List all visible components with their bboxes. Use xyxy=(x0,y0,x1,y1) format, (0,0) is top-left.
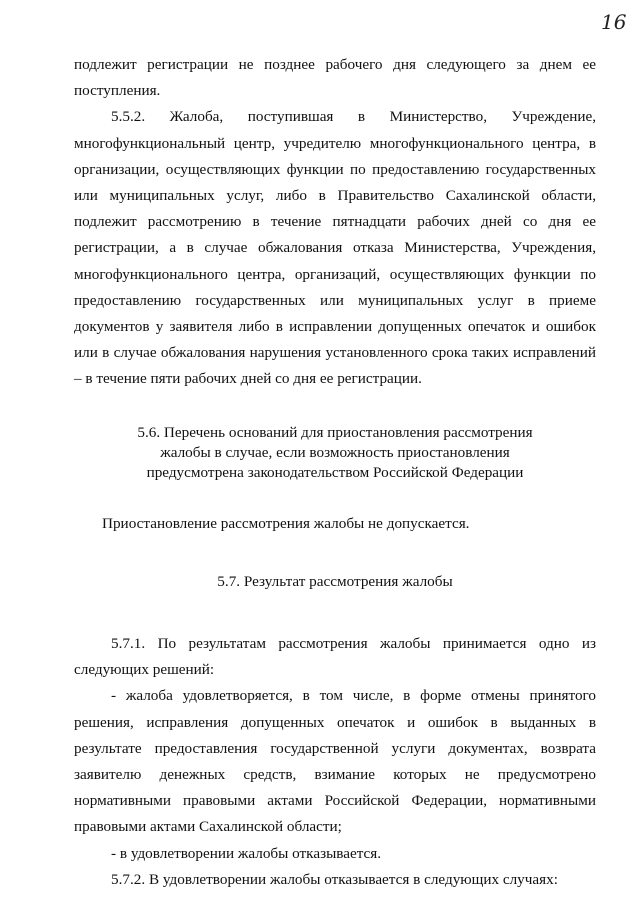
paragraph-5-5-2: 5.5.2. Жалоба, поступившая в Министерство, Учреждение, многофункциональный центр, учредителю многофункционального центра, в организации, осуществляющих функции по предоставлению государственных или муниципальных услуг, либо в Правительство Сахалинской области, подлежит рассмотрению в течение пятнадцати рабочих дней со дня ее регистрации, а в случае обжалования отказа Министерства, Учреждения, многофункционального центра, организаций, осуществляющих функции по предоставлению государственных или муниципальных услуг в приеме документов у заявителя либо в исправлении допущенных опечаток и ошибок или в случае обжалования нарушения установленного срока таких исправлений – в течение пяти рабочих дней со дня ее регистрации. xyxy=(74,108,596,388)
section-5-7-heading: 5.7. Результат рассмотрения жалобы xyxy=(217,572,453,590)
document-body xyxy=(74,52,596,893)
section-5-6-heading xyxy=(74,423,596,483)
list-item-refused: - в удовлетворении жалобы отказывается. xyxy=(111,844,382,862)
paragraph-continuation: подлежит регистрации не позднее рабочего дня следующего за днем ее поступления. xyxy=(74,56,596,100)
heading-line: 5.6. Перечень оснований для приостановления рассмотрения xyxy=(137,423,533,441)
heading-line: предусмотрена законодательством Российской Федерации xyxy=(146,463,524,481)
paragraph-5-7-2: 5.7.2. В удовлетворении жалобы отказывается в следующих случаях: xyxy=(111,870,558,888)
heading-line: жалобы в случае, если возможность приостановления xyxy=(160,443,510,461)
paragraph-5-7-1: 5.7.1. По результатам рассмотрения жалобы принимается одно из следующих решений: xyxy=(74,635,596,679)
page-number: 16 xyxy=(601,10,627,34)
list-item-satisfied: - жалоба удовлетворяется, в том числе, в форме отмены принятого решения, исправления допущенных опечаток и ошибок в выданных в результате предоставления государственной услуги документах, возврата заявителю денежных средств, взимание которых не предусмотрено нормативными правовыми актами Российской Федерации, нормативными правовыми актами Сахалинской области; xyxy=(74,687,596,836)
section-5-6-text: Приостановление рассмотрения жалобы не допускается. xyxy=(102,514,470,532)
